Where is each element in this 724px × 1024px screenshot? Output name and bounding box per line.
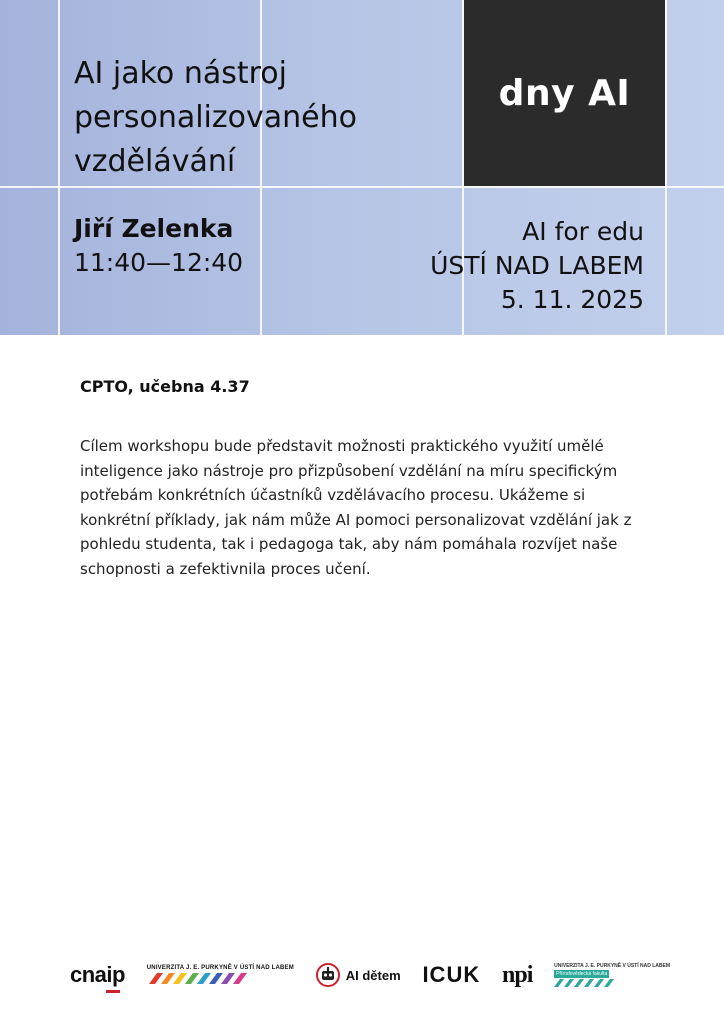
page-title: AI jako nástroj personalizovaného vzdělávání (74, 56, 357, 179)
npi-logo (502, 962, 532, 989)
ujep-faculty-logo (554, 963, 670, 987)
ujep-logo (147, 965, 294, 985)
speaker-block (74, 212, 243, 280)
grid-line (58, 0, 60, 335)
location-label: CPTO, učebna 4.37 (80, 377, 250, 396)
brand-box (464, 0, 665, 186)
event-info (430, 215, 644, 317)
ujep-faculty-subtitle: Přírodovědecká fakulta (556, 971, 608, 977)
partner-logos (70, 950, 670, 1000)
cnaip-logo-text: cnaip (70, 962, 125, 987)
grid-line (665, 0, 667, 335)
ai-children-logo-text: AI dětem (345, 967, 401, 983)
robot-face-icon (316, 963, 340, 987)
header-banner (0, 0, 724, 335)
ujep-faculty-text: UNIVERZITA J. E. PURKYNĚ V ÚSTÍ NAD LABEM (554, 963, 670, 969)
cnaip-logo (70, 962, 125, 988)
ai-children-logo (316, 963, 401, 987)
event-city: ÚSTÍ NAD LABEM (430, 251, 644, 280)
session-time: 11:40—12:40 (74, 248, 244, 277)
ujep-logo-text: UNIVERZITA J. E. PURKYNĚ V ÚSTÍ NAD LABEM (146, 965, 294, 971)
cnaip-accent (106, 990, 120, 993)
faculty-stripes-icon (554, 979, 634, 987)
icuk-logo (422, 962, 480, 988)
npi-logo-text: npi (502, 961, 533, 988)
grid-line (0, 186, 724, 188)
event-name: AI for edu (522, 217, 644, 246)
workshop-description: Cílem workshopu bude představit možnosti praktického využití umělé inteligence jako nástroje pro přizpůsobení vzdělání na míru specifickým potřebám konkrétních účastníků vzdělávacího procesu. Ukážeme si konkrétní příklady, jak nám může AI pomoci personalizovat vzdělání jak z pohledu studenta, tak i pedagoga tak, aby nám pomáhala rozvíjet naše schopnosti a zefektivnila proces učení. (80, 437, 632, 578)
brand-logo: dny AI (498, 72, 631, 114)
icuk-logo-text: ICUK (422, 962, 481, 987)
ujep-stripes-icon (147, 971, 257, 985)
event-date: 5. 11. 2025 (500, 285, 644, 314)
speaker-name: Jiří Zelenka (74, 214, 234, 243)
